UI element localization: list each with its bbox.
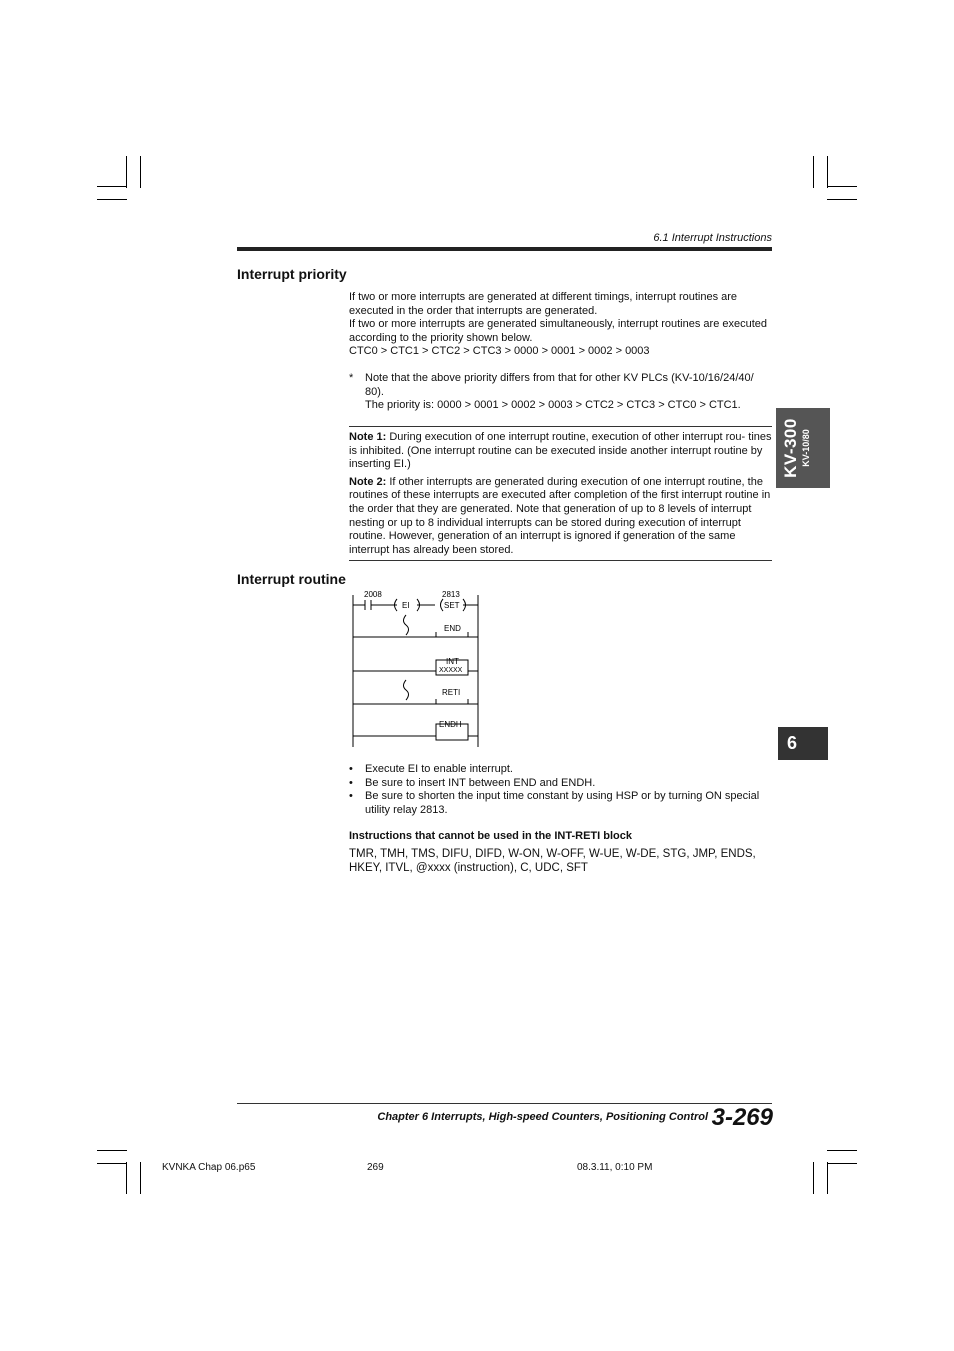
list-item: • Execute EI to enable interrupt. — [349, 763, 779, 777]
footer-chapter-title: Chapter 6 Interrupts, High-speed Counters, Positioning Control — [377, 1111, 708, 1123]
slug-date: 08.3.11, 0:10 PM — [577, 1162, 653, 1173]
crop-mark — [126, 1162, 127, 1194]
kv300-side-tab — [776, 408, 830, 488]
crop-mark — [97, 1150, 127, 1151]
list-item: • Be sure to shorten the input time constant by using HSP or by turning ON special utility relay 2813. — [349, 790, 773, 817]
running-header: 6.1 Interrupt Instructions — [653, 232, 772, 244]
slug-filename: KVNKA Chap 06.p65 — [162, 1162, 256, 1173]
slug-page: 269 — [367, 1162, 384, 1173]
crop-mark — [827, 1162, 828, 1194]
crop-mark — [827, 186, 857, 187]
crop-mark — [827, 199, 857, 200]
set-label: SET — [444, 601, 460, 610]
crop-mark — [827, 156, 828, 188]
notes-box — [349, 426, 772, 561]
priority-footnote — [349, 372, 774, 413]
crop-mark — [97, 186, 127, 187]
chapter-tab-number: 6 — [787, 733, 798, 753]
crop-mark — [140, 1162, 141, 1194]
set-2813-label: 2813 — [442, 590, 460, 599]
asterisk: * — [349, 372, 354, 384]
int-reti-instruction-list: TMR, TMH, TMS, DIFU, DIFD, W-ON, W-OFF, W-UE, W-DE, STG, JMP, ENDS, HKEY, ITVL, @xxxx (instruction), C, UDC, SFT — [349, 848, 756, 874]
contact-2008-label: 2008 — [364, 590, 382, 599]
kv1080-tab-label: KV-10/80 — [801, 429, 811, 467]
crop-mark — [827, 1150, 857, 1151]
priority-body — [349, 291, 774, 359]
note-1-label: Note 1: — [349, 431, 387, 443]
int-operand-label: XXXXX — [439, 667, 463, 674]
note-1 — [349, 431, 772, 472]
list-item: • Be sure to insert INT between END and ENDH. — [349, 777, 779, 791]
chapter-tab — [778, 727, 828, 760]
crop-mark — [126, 156, 127, 188]
note-2-text: If other interrupts are generated during execution of one interrupt routine, the routines of these interrupts are executed after completion of the first interrupt routine in the order that they are generated. Note that generation of up to 8 levels of interrupt nesting or up to 8 individual interrupts can be stored during execution of interrupt routine. However, generation of an interrupt is ignored if generation of the same interrupt has already been stored. — [349, 475, 771, 556]
priority-order: CTC0 > CTC1 > CTC2 > CTC3 > 0000 > 0001 > 0002 > 0003 — [349, 345, 650, 358]
crop-mark — [140, 156, 141, 188]
note-2-label: Note 2: — [349, 475, 387, 488]
crop-mark — [827, 1163, 857, 1164]
int-reti-subheading: Instructions that cannot be used in the INT-RETI block — [349, 830, 632, 842]
ei-label: EI — [402, 601, 410, 610]
int-label: INT — [446, 657, 459, 666]
crop-mark — [97, 199, 127, 200]
interrupt-priority-heading: Interrupt priority — [237, 266, 347, 282]
ladder-diagram — [345, 585, 490, 750]
reti-label: RETI — [442, 688, 461, 697]
interrupt-routine-heading: Interrupt routine — [237, 571, 346, 587]
note-1-text: During execution of one interrupt routine, execution of other interrupt rou- tines is inhibited. (One interrupt routine can be executed inside another interrupt routine by inserting EI.) — [349, 431, 772, 471]
priority-para-2: If two or more interrupts are generated simultaneously, interrupt routines are executed according to the priority shown below. — [349, 318, 768, 344]
note-2 — [349, 476, 772, 558]
crop-mark — [97, 1163, 127, 1164]
page-number: 3-269 — [711, 1104, 773, 1131]
crop-mark — [813, 1162, 814, 1194]
footnote-order: The priority is: 0000 > 0001 > 0002 > 0003 > CTC2 > CTC3 > CTC0 > CTC1. — [365, 399, 741, 412]
footer-rule — [237, 1103, 772, 1104]
footnote-text: Note that the above priority differs from that for other KV PLCs (KV-10/16/24/40/ 80). — [365, 372, 754, 398]
header-rule — [237, 247, 772, 251]
endh-label: ENDH — [439, 720, 462, 729]
priority-para-1: If two or more interrupts are generated at different timings, interrupt routines are executed in the order that interrupts are generated. — [349, 291, 738, 317]
kv300-tab-label: KV-300 — [781, 418, 800, 478]
end-label: END — [444, 624, 461, 633]
crop-mark — [813, 156, 814, 188]
routine-bullets — [349, 763, 779, 817]
